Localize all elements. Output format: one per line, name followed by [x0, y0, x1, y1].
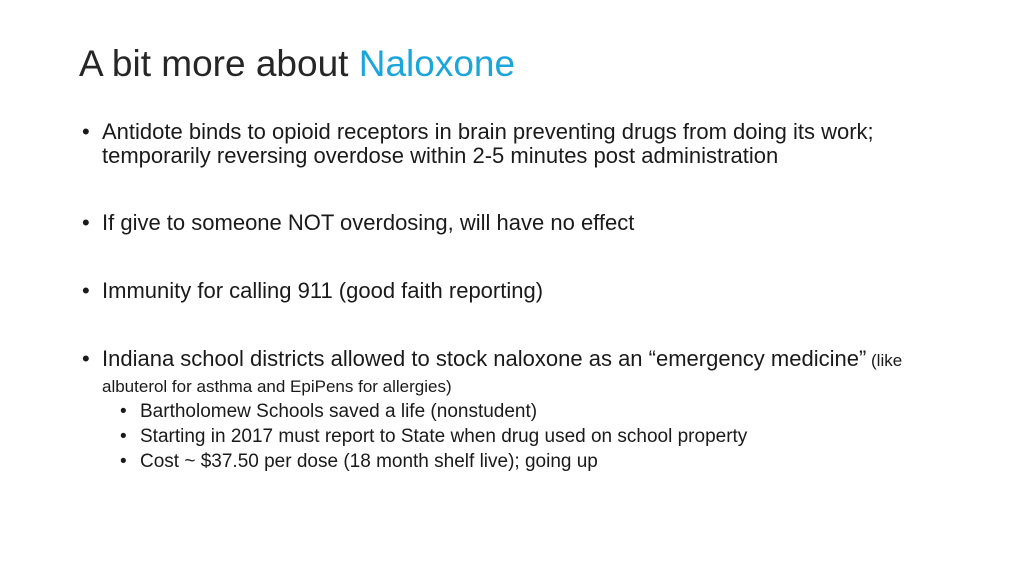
- bullet-marker: •: [82, 346, 90, 371]
- sub-bullet-item: [82, 424, 962, 449]
- bullet-list: [82, 120, 962, 474]
- bullet-item: [82, 120, 962, 168]
- title-prefix: A bit more about: [79, 43, 359, 84]
- bullet-note: (like albuterol for asthma and EpiPens for allergies): [102, 351, 903, 396]
- sub-bullet-text: Cost ~ $37.50 per dose (18 month shelf live); going up: [140, 451, 598, 472]
- sub-bullet-text: Starting in 2017 must report to State when drug used on school property: [140, 426, 748, 447]
- sub-bullet-item: [82, 399, 962, 424]
- sub-bullet-marker: •: [120, 451, 127, 472]
- bullet-item: [82, 347, 962, 399]
- slide-title: [79, 40, 515, 88]
- sub-bullet-text: Bartholomew Schools saved a life (nonstudent): [140, 401, 538, 422]
- title-accent: Naloxone: [358, 43, 516, 84]
- bullet-text: Indiana school districts allowed to stock naloxone as an “emergency medicine”: [102, 346, 867, 371]
- bullet-text: Antidote binds to opioid receptors in brain preventing drugs from doing its work; temporarily reversing overdose within 2-5 minutes post administration: [102, 119, 874, 168]
- sub-bullet-marker: •: [120, 426, 127, 447]
- bullet-marker: •: [82, 119, 90, 144]
- bullet-text: If give to someone NOT overdosing, will have no effect: [102, 210, 635, 235]
- sub-bullet-item: [82, 449, 962, 474]
- bullet-item: [82, 279, 962, 303]
- bullet-item: [82, 211, 962, 235]
- bullet-marker: •: [82, 210, 90, 235]
- bullet-marker: •: [82, 278, 90, 303]
- sub-bullet-marker: •: [120, 401, 127, 422]
- bullet-text: Immunity for calling 911 (good faith reporting): [102, 278, 544, 303]
